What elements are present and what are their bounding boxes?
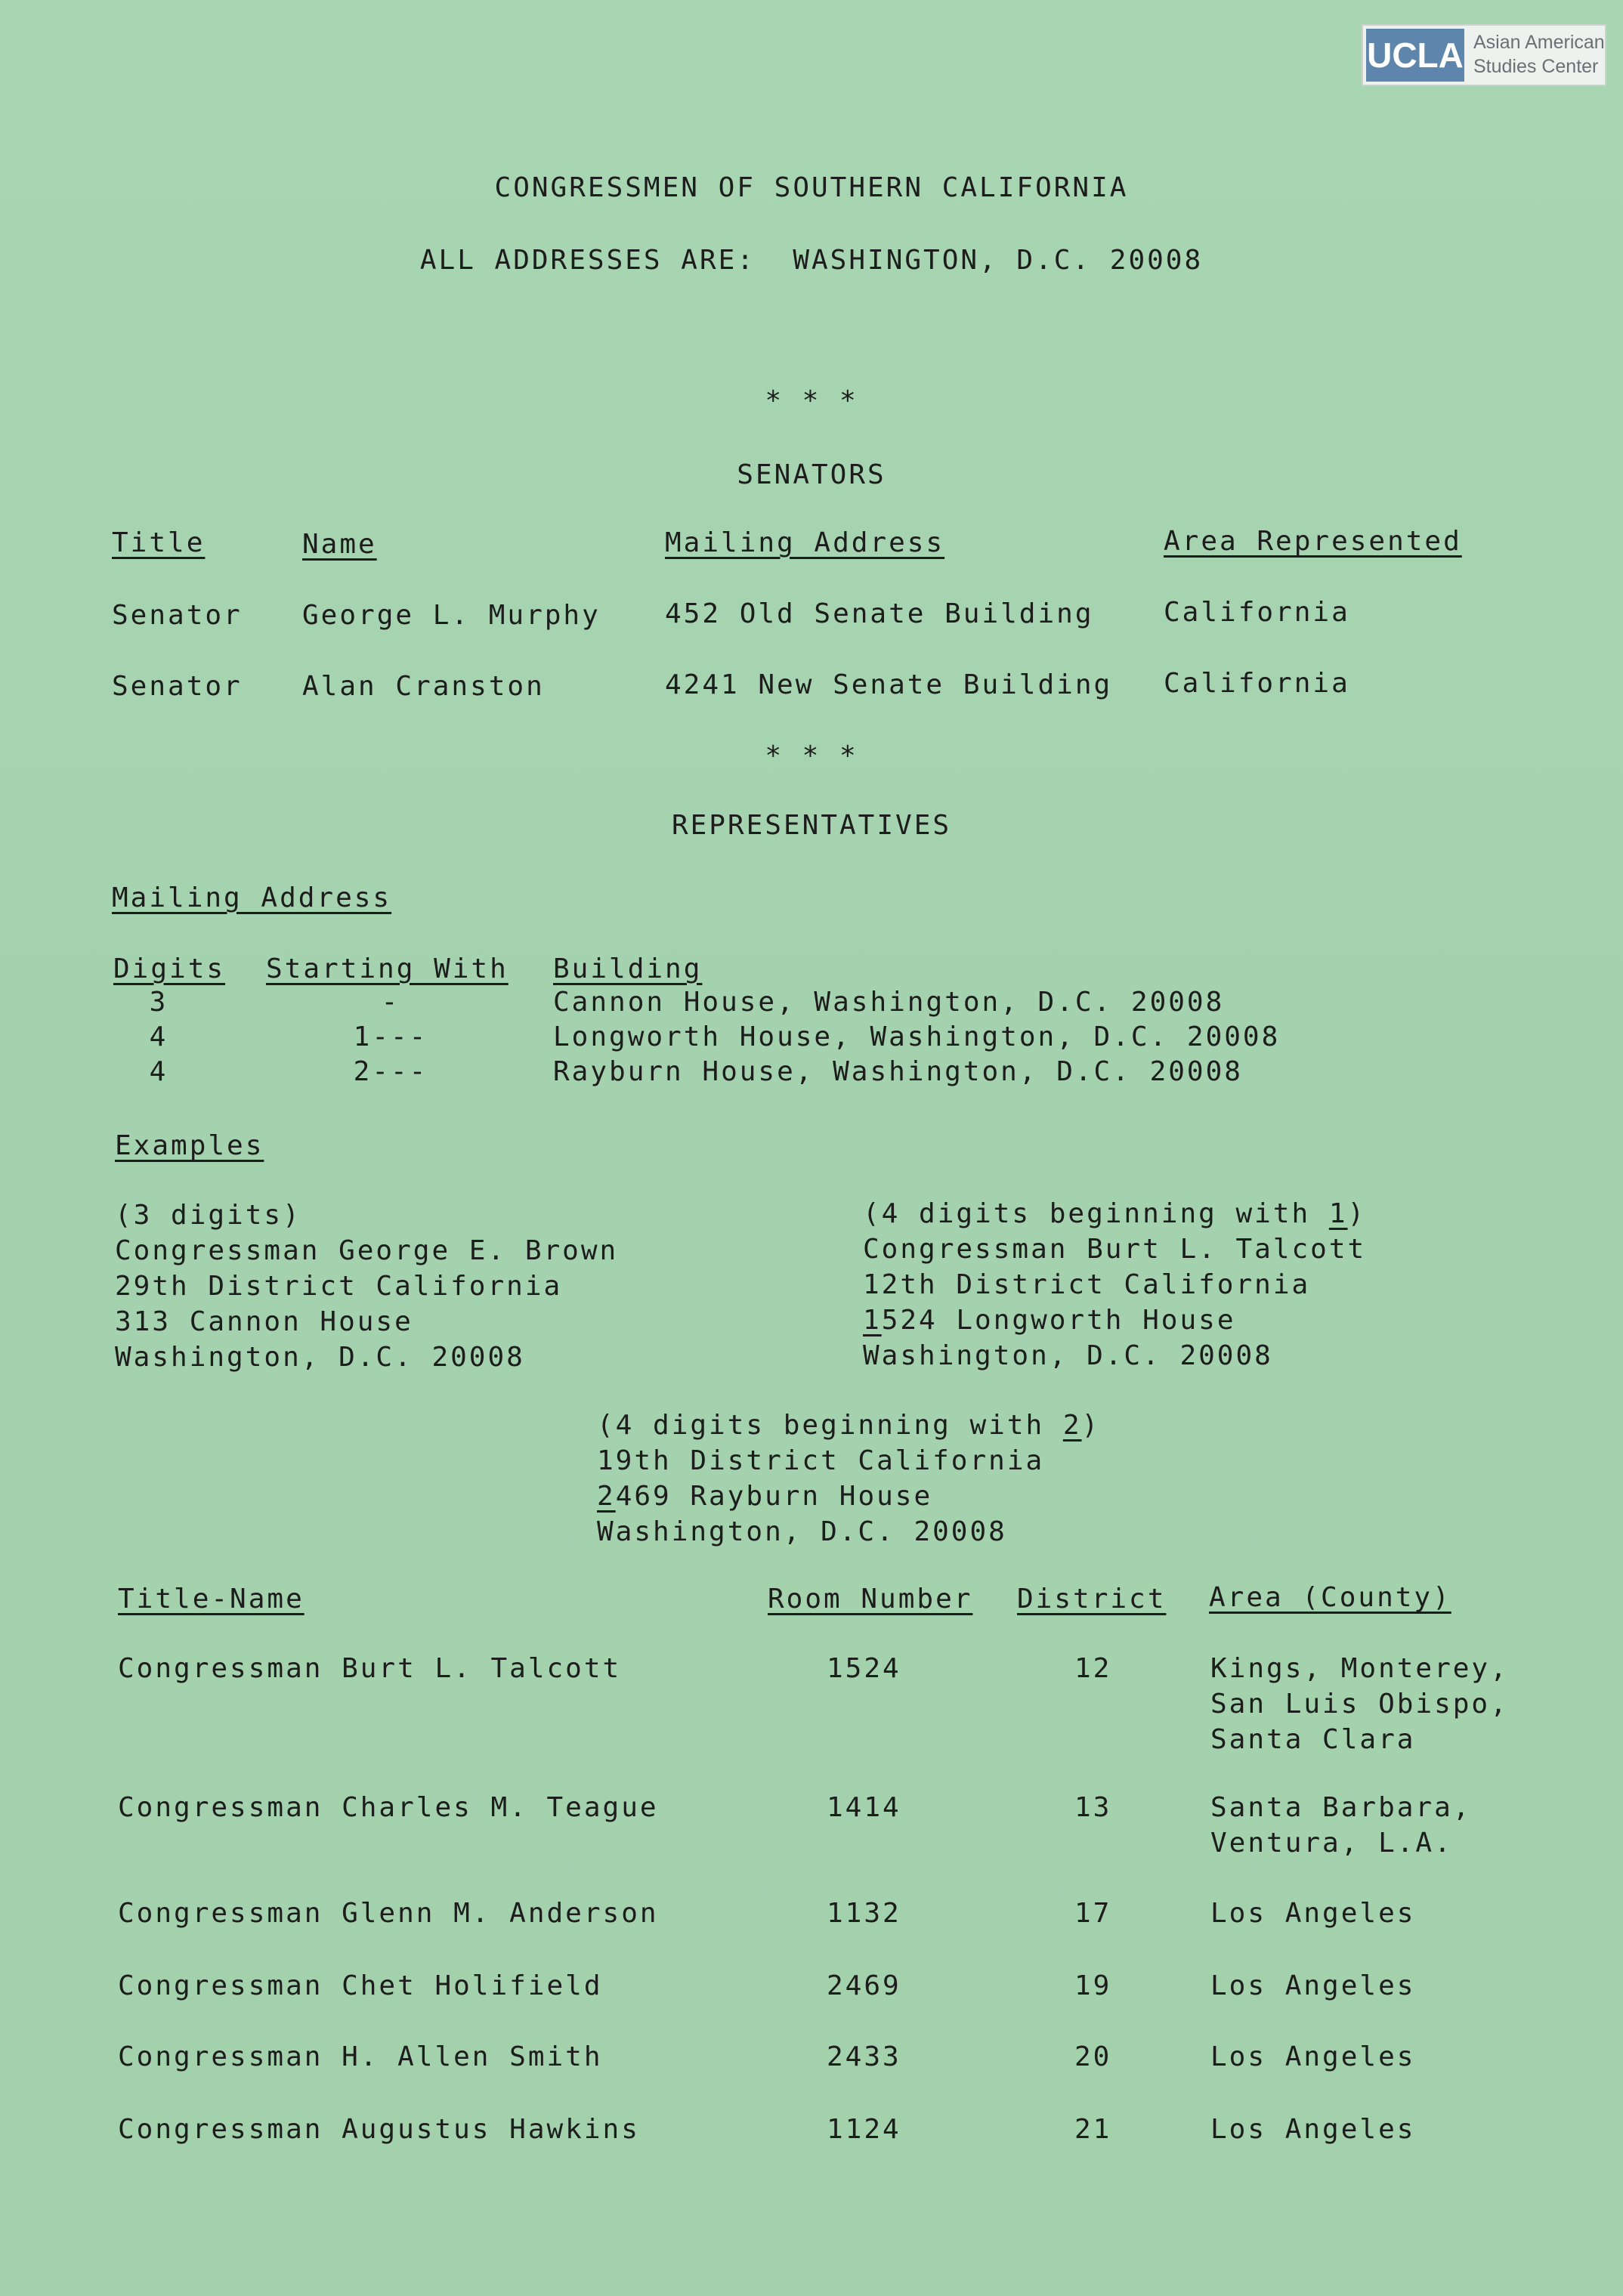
rep-area: Santa Clara	[1210, 1724, 1416, 1755]
example-line: 2469 Rayburn House	[597, 1481, 933, 1512]
rep-district: 20	[1074, 2041, 1112, 2072]
page-title: CONGRESSMEN OF SOUTHERN CALIFORNIA	[494, 172, 1129, 203]
example-line: 313 Cannon House	[115, 1306, 413, 1337]
example-line: Washington, D.C. 20008	[597, 1516, 1007, 1547]
ucla-logo-mark: UCLA	[1366, 29, 1464, 82]
col-digits: Digits	[113, 953, 226, 984]
rep-room: 1524	[827, 1653, 901, 1684]
rep-district: 19	[1074, 1970, 1112, 2001]
col-area-county: Area (County)	[1209, 1582, 1451, 1613]
example-line: Congressman Burt L. Talcott	[863, 1234, 1367, 1265]
rep-area: Los Angeles	[1210, 1898, 1416, 1929]
col-title: Title	[112, 527, 206, 558]
senator-area: California	[1164, 668, 1350, 699]
example-line: Washington, D.C. 20008	[863, 1340, 1273, 1371]
col-room-number: Room Number	[768, 1584, 973, 1615]
separator-stars: * * *	[765, 740, 858, 771]
rep-area: Ventura, L.A.	[1210, 1828, 1453, 1859]
mailing-address-heading: Mailing Address	[112, 882, 392, 913]
rep-name: Congressman Glenn M. Anderson	[118, 1898, 659, 1929]
senator-name: George L. Murphy	[302, 600, 601, 631]
address-building: Rayburn House, Washington, D.C. 20008	[553, 1056, 1243, 1087]
examples-heading: Examples	[115, 1130, 264, 1161]
logo-line-1: Asian American	[1473, 32, 1605, 53]
col-area-represented: Area Represented	[1164, 526, 1462, 557]
col-building: Building	[553, 953, 703, 984]
address-building: Longworth House, Washington, D.C. 20008	[553, 1021, 1281, 1052]
col-name: Name	[302, 529, 377, 560]
senator-title: Senator	[112, 600, 243, 631]
separator-stars: * * *	[765, 385, 858, 416]
col-starting-with: Starting With	[266, 953, 509, 984]
example-line: Washington, D.C. 20008	[115, 1342, 525, 1373]
rep-room: 2433	[827, 2041, 901, 2072]
senator-address: 4241 New Senate Building	[665, 669, 1113, 700]
ucla-logo	[1362, 24, 1606, 86]
rep-area: San Luis Obispo,	[1210, 1689, 1509, 1720]
rep-room: 2469	[827, 1970, 901, 2001]
address-digits: 3	[149, 987, 168, 1018]
example-intro: (4 digits beginning with 2)	[597, 1410, 1101, 1441]
rep-room: 1132	[827, 1898, 901, 1929]
senator-address: 452 Old Senate Building	[665, 598, 1094, 629]
col-district: District	[1017, 1584, 1167, 1615]
address-digits: 4	[149, 1056, 168, 1087]
example-line: (3 digits)	[115, 1200, 301, 1231]
rep-area: Los Angeles	[1210, 2041, 1416, 2072]
example-intro: (4 digits beginning with 1)	[863, 1198, 1367, 1229]
rep-area: Los Angeles	[1210, 1970, 1416, 2001]
rep-area: Los Angeles	[1210, 2114, 1416, 2145]
address-building: Cannon House, Washington, D.C. 20008	[553, 987, 1225, 1018]
senator-title: Senator	[112, 671, 243, 702]
example-line: Congressman George E. Brown	[115, 1235, 619, 1266]
address-starting-with: -	[381, 987, 400, 1018]
address-digits: 4	[149, 1021, 168, 1052]
example-line: 1524 Longworth House	[863, 1305, 1236, 1336]
example-line: 12th District California	[863, 1269, 1311, 1300]
logo-line-2: Studies Center	[1473, 56, 1599, 77]
rep-area: Santa Barbara,	[1210, 1792, 1472, 1823]
rep-name: Congressman Augustus Hawkins	[118, 2114, 640, 2145]
address-starting-with: 1---	[353, 1021, 428, 1052]
address-starting-with: 2---	[353, 1056, 428, 1087]
rep-room: 1414	[827, 1792, 901, 1823]
example-line: 29th District California	[115, 1271, 563, 1302]
rep-name: Congressman Charles M. Teague	[118, 1792, 659, 1823]
example-line: 19th District California	[597, 1445, 1045, 1476]
senator-name: Alan Cranston	[302, 671, 545, 702]
col-mailing-address: Mailing Address	[665, 527, 945, 558]
rep-district: 12	[1074, 1653, 1112, 1684]
rep-district: 13	[1074, 1792, 1112, 1823]
representatives-heading: REPRESENTATIVES	[671, 810, 952, 841]
senator-area: California	[1164, 597, 1350, 628]
senators-heading: SENATORS	[737, 459, 886, 490]
rep-room: 1124	[827, 2114, 901, 2145]
rep-district: 17	[1074, 1898, 1112, 1929]
rep-district: 21	[1074, 2114, 1112, 2145]
col-title-name: Title-Name	[118, 1584, 305, 1615]
rep-name: Congressman H. Allen Smith	[118, 2041, 603, 2072]
rep-name: Congressman Chet Holifield	[118, 1970, 603, 2001]
rep-name: Congressman Burt L. Talcott	[118, 1653, 622, 1684]
page-subtitle: ALL ADDRESSES ARE: WASHINGTON, D.C. 20008	[419, 245, 1204, 276]
rep-area: Kings, Monterey,	[1210, 1653, 1509, 1684]
